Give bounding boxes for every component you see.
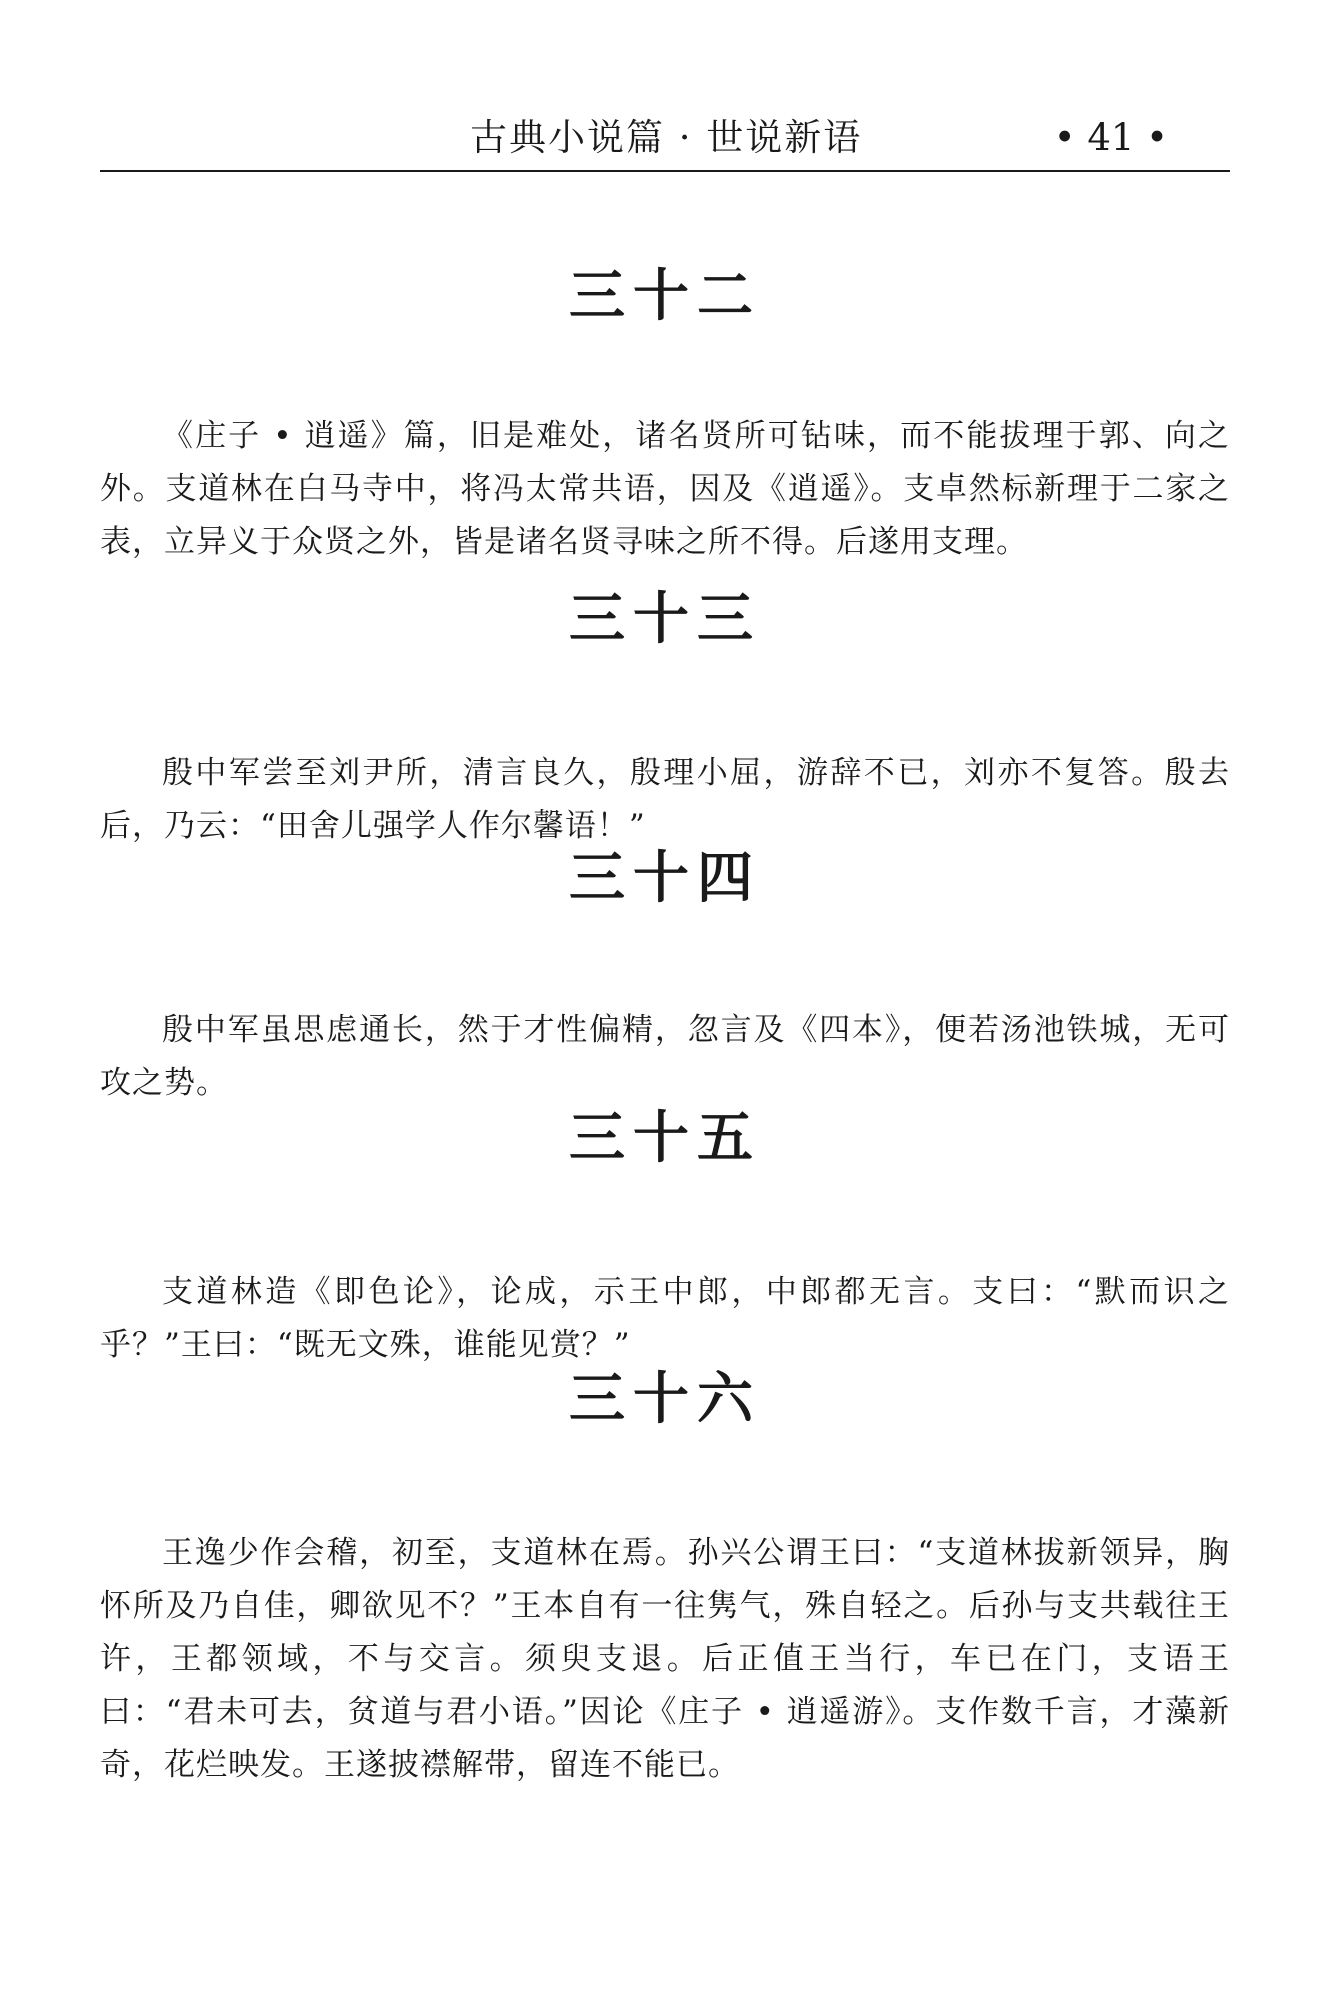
section-34 <box>100 844 1230 1110</box>
section-35 <box>100 1104 1230 1372</box>
section-heading: 三十二 <box>569 264 761 329</box>
section-heading: 三十六 <box>569 1367 761 1432</box>
section-paragraph: 《庄子 • 逍遥》篇，旧是难处，诸名贤所可钻味，而不能拔理于郭、向之外。支道林在白马寺中，将冯太常共语，因及《逍遥》。支卓然标新理于二家之表，立异义于众贤之外，皆是诸名贤寻味之所不得。后遂用支理。 <box>100 418 1230 560</box>
section-heading: 三十五 <box>569 1106 761 1171</box>
section-paragraph: 殷中军尝至刘尹所，清言良久，殷理小屈，游辞不已，刘亦不复答。殷去后，乃云：“田舍儿强学人作尔馨语！” <box>100 755 1230 844</box>
running-title: 古典小说篇 · 世说新语 <box>470 116 863 159</box>
section-paragraph: 王逸少作会稽，初至，支道林在焉。孙兴公谓王曰：“支道林拔新领异，胸怀所及乃自佳，卿欲见不？”王本自有一往隽气，殊自轻之。后孙与支共载往王许，王都领域，不与交言。须臾支退。后正值王当行，车已在门，支语王曰：“君未可去，贫道与君小语。”因论《庄子 • 逍遥游》。支作数千言，才藻新奇，花烂映发。王遂披襟解带，留连不能已。 <box>100 1535 1230 1783</box>
section-heading: 三十四 <box>569 846 761 911</box>
section-33 <box>100 585 1230 853</box>
section-36 <box>100 1365 1230 1792</box>
running-header <box>100 108 1230 168</box>
header-divider <box>100 170 1230 172</box>
section-paragraph: 支道林造《即色论》，论成，示王中郎，中郎都无言。支曰：“默而识之乎？”王曰：“既无文殊，谁能见赏？” <box>100 1274 1230 1363</box>
section-32 <box>100 262 1230 569</box>
page-number: • 41 • <box>1053 116 1168 159</box>
section-heading: 三十三 <box>569 587 761 652</box>
section-paragraph: 殷中军虽思虑通长，然于才性偏精，忽言及《四本》，便若汤池铁城，无可攻之势。 <box>100 1012 1230 1101</box>
